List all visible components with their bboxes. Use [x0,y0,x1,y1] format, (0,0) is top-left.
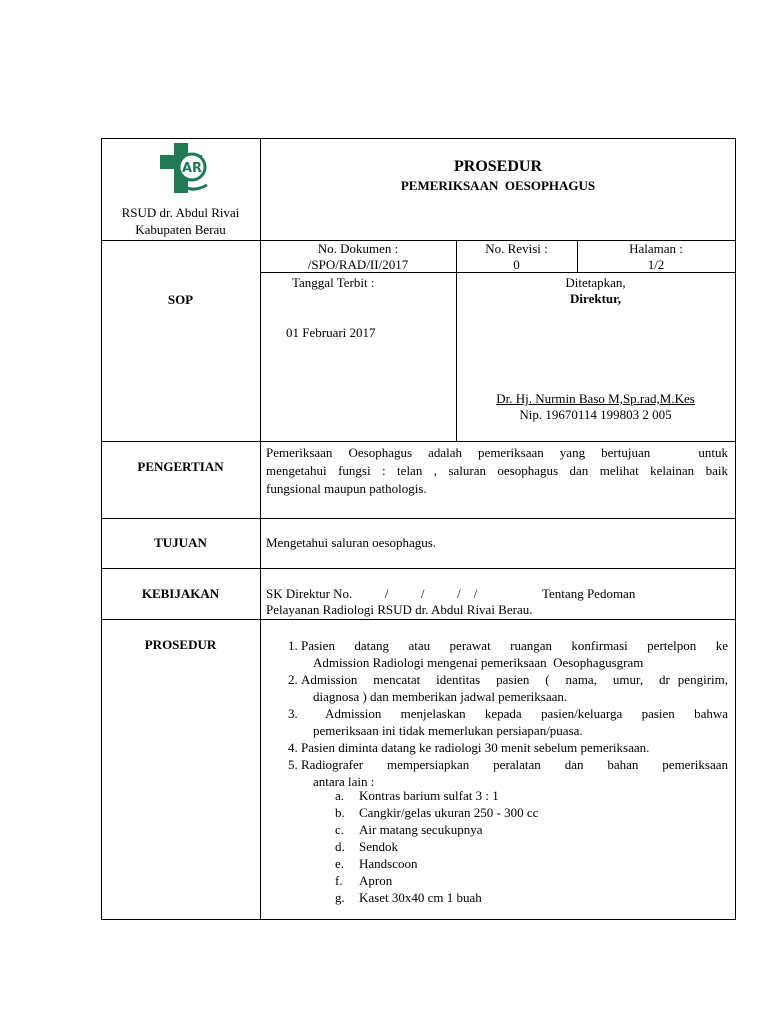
step-1 [268,637,728,671]
material-text: Air matang secukupnya [359,822,483,837]
step-5 [268,756,728,790]
kebijakan-line-1: SK Direktur No. / / / / Tentang Pedoman [266,586,636,601]
material-letter: e. [335,856,345,871]
pengertian-line-3: fungsional maupun pathologis. [266,481,427,496]
director-name: Dr. Hj. Nurmin Baso M,Sp.rad,M.Kes [496,391,695,406]
material-item [335,872,392,889]
material-item [335,838,398,855]
material-item [335,889,482,906]
page-value: 1/2 [647,257,665,272]
step-2 [268,671,728,705]
svg-text:AR: AR [181,161,203,176]
step-text-line: Admission mencatat identitas pasien ( nama, umur, dr pengirim, [301,672,728,687]
document-title: PROSEDUR [453,158,542,175]
material-letter: g. [335,890,345,905]
pengertian-line-1: Pemeriksaan Oesophagus adalah pemeriksaan yang bertujuan untuk [266,445,728,460]
prosedur-label: PROSEDUR [144,637,217,652]
step-text-line: Radiografer mempersiapkan peralatan dan bahan pemeriksaan [301,757,728,772]
director-title: Direktur, [570,291,621,306]
material-item [335,787,499,804]
step-number: 1. [288,638,298,653]
issue-date-value: 01 Februari 2017 [286,325,376,340]
material-item [335,804,538,821]
tujuan-text: Mengetahui saluran oesophagus. [266,535,437,550]
step-3 [268,705,728,739]
revision-value: 0 [513,257,520,272]
step-number: 4. [288,740,298,755]
material-letter: f. [335,873,343,888]
tujuan-label: TUJUAN [154,535,207,550]
step-number: 5. [288,757,298,772]
doc-number-label: No. Dokumen : [317,241,399,256]
issue-date-label: Tanggal Terbit : [292,275,375,290]
material-text: Handscoon [359,856,418,871]
material-text: Apron [359,873,393,888]
material-letter: c. [335,822,345,837]
material-letter: a. [335,788,345,803]
kebijakan-line-2: Pelayanan Radiologi RSUD dr. Abdul Rivai Berau. [266,602,533,617]
material-letter: d. [335,839,345,854]
pengertian-line-2: mengetahui fungsi : telan , saluran oesophagus dan melihat kelainan baik [266,463,728,478]
step-text-line: Admission Radiologi mengenai pemeriksaan Oesophagusgram [313,655,644,670]
step-number: 2. [288,672,298,687]
material-text: Sendok [359,839,398,854]
hospital-name: RSUD dr. Abdul Rivai [121,205,240,220]
material-text: Cangkir/gelas ukuran 250 - 300 cc [359,805,539,820]
step-text-line: Pasien datang atau perawat ruangan konfirmasi pertelpon ke [301,638,728,653]
page-label: Halaman : [629,241,683,256]
hospital-logo [158,141,214,197]
material-item [335,821,482,838]
step-text-line: Admission menjelaskan kepada pasien/keluarga pasien bahwa [325,706,728,721]
revision-label: No. Revisi : [485,241,548,256]
pengertian-label: PENGERTIAN [137,459,224,474]
material-item [335,855,418,872]
hospital-cross-icon [158,141,214,197]
sop-label: SOP [167,292,194,307]
step-number: 3. [288,706,298,721]
step-text-line: pemeriksaan ini tidak memerlukan persiapan/puasa. [313,723,583,738]
material-text: Kaset 30x40 cm 1 buah [359,890,482,905]
material-text: Kontras barium sulfat 3 : 1 [359,788,499,803]
step-text-line: diagnosa ) dan memberikan jadwal pemeriksaan. [313,689,568,704]
kebijakan-label: KEBIJAKAN [141,586,220,601]
hospital-regency: Kabupaten Berau [135,222,226,237]
director-nip: Nip. 19670114 199803 2 005 [519,407,672,422]
document-subtitle: PEMERIKSAAN OESOPHAGUS [400,178,596,193]
material-letter: b. [335,805,345,820]
step-text-line: antara lain : [313,774,375,789]
step-4 [268,739,728,756]
step-text-line: Pasien diminta datang ke radiologi 30 menit sebelum pemeriksaan. [301,740,650,755]
approved-label: Ditetapkan, [565,275,626,290]
doc-number-value: /SPO/RAD/II/2017 [307,257,409,272]
